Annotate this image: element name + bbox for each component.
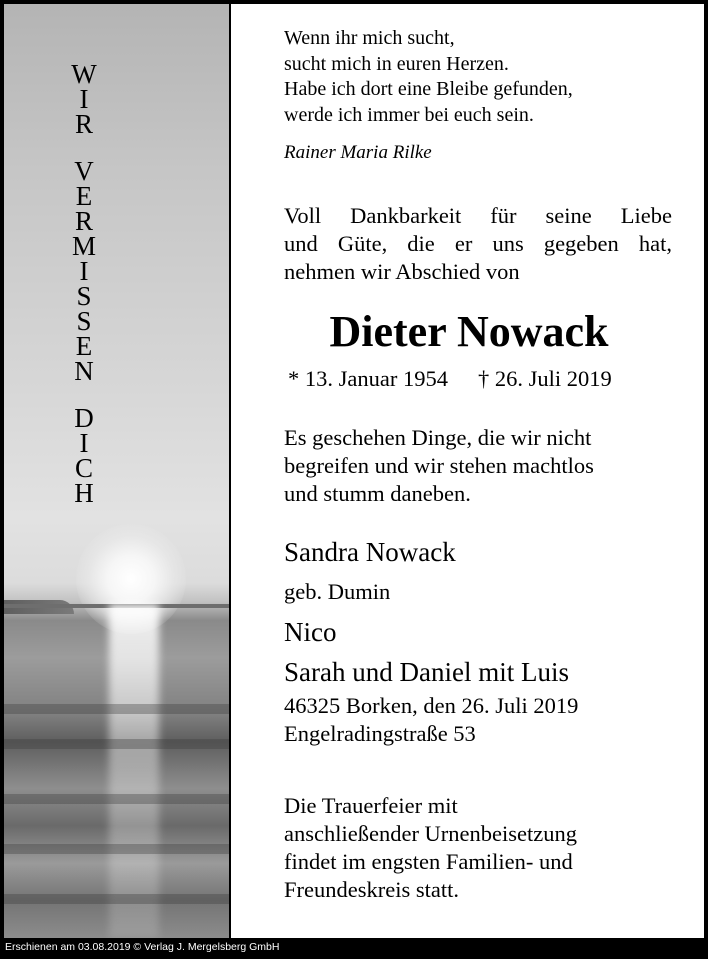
ceremony-line: anschließender Urnenbeisetzung xyxy=(284,821,578,846)
vertical-motto xyxy=(4,59,164,508)
wave xyxy=(4,794,229,804)
motto-letter: I xyxy=(79,256,89,286)
quote-line: begreifen und wir stehen machtlos xyxy=(284,453,594,478)
life-dates xyxy=(288,366,612,392)
ceremony-line: Freundeskreis statt. xyxy=(284,877,459,902)
quote-text xyxy=(284,424,594,508)
wave xyxy=(4,844,229,854)
intro-line: und Güte, die er uns gegeben hat, xyxy=(284,231,672,256)
motto-letter: E xyxy=(75,331,93,361)
wave xyxy=(4,894,229,904)
wave xyxy=(4,704,229,714)
intro-line: nehmen wir Abschied von xyxy=(284,259,520,284)
motto-letter: S xyxy=(76,281,92,311)
death-date: † 26. Juli 2019 xyxy=(477,366,612,391)
poem-line: Habe ich dort eine Bleibe gefunden, xyxy=(284,78,573,100)
ceremony-line: findet im engsten Familien- und xyxy=(284,849,573,874)
motto-letter: M xyxy=(71,231,96,261)
quote-line: und stumm daneben. xyxy=(284,481,471,506)
motto-letter: V xyxy=(74,156,94,186)
maiden-name: geb. Dumin xyxy=(284,579,391,604)
poem-line: sucht mich in euren Herzen. xyxy=(284,52,509,75)
motto-letter: W xyxy=(71,59,97,89)
mourners-list xyxy=(284,532,569,692)
quote-line: Es geschehen Dinge, die wir nicht xyxy=(284,425,592,450)
ceremony-line: Die Trauerfeier mit xyxy=(284,793,458,818)
poem-author: Rainer Maria Rilke xyxy=(284,142,432,163)
intro-line: Voll Dankbarkeit für seine Liebe xyxy=(284,203,672,228)
obituary-notice xyxy=(4,4,704,938)
mourner-name: Sandra Nowack xyxy=(284,537,456,567)
motto-letter: N xyxy=(74,356,94,386)
sun-reflection xyxy=(109,604,159,938)
street: Engelradingstraße 53 xyxy=(284,721,476,746)
wave xyxy=(4,739,229,749)
poem-line: Wenn ihr mich sucht, xyxy=(284,27,455,49)
motto-letter: R xyxy=(74,109,93,139)
poem-line: werde ich immer bei euch sein. xyxy=(284,103,534,126)
motto-letter: I xyxy=(79,428,89,458)
sunset-sea-photo xyxy=(4,4,231,938)
ceremony-note xyxy=(284,792,577,904)
motto-letter: D xyxy=(74,403,94,433)
intro-text xyxy=(284,202,672,286)
motto-letter: E xyxy=(75,181,93,211)
motto-letter: I xyxy=(79,84,89,114)
publication-footer: Erschienen am 03.08.2019 © Verlag J. Mergelsberg GmbH xyxy=(5,941,280,953)
deceased-name: Dieter Nowack xyxy=(329,307,609,356)
mourner: Sarah und Daniel mit Luis xyxy=(284,657,569,687)
motto-letter: S xyxy=(76,306,92,336)
birth-date: * 13. Januar 1954 xyxy=(288,366,448,391)
place-date: 46325 Borken, den 26. Juli 2019 xyxy=(284,693,579,718)
motto-letter: R xyxy=(74,206,93,236)
motto-letter: C xyxy=(74,453,93,483)
mourner xyxy=(284,532,569,612)
address-block xyxy=(284,692,578,748)
motto-letter: H xyxy=(74,478,94,508)
poem xyxy=(284,26,573,128)
mourner: Nico xyxy=(284,617,337,647)
